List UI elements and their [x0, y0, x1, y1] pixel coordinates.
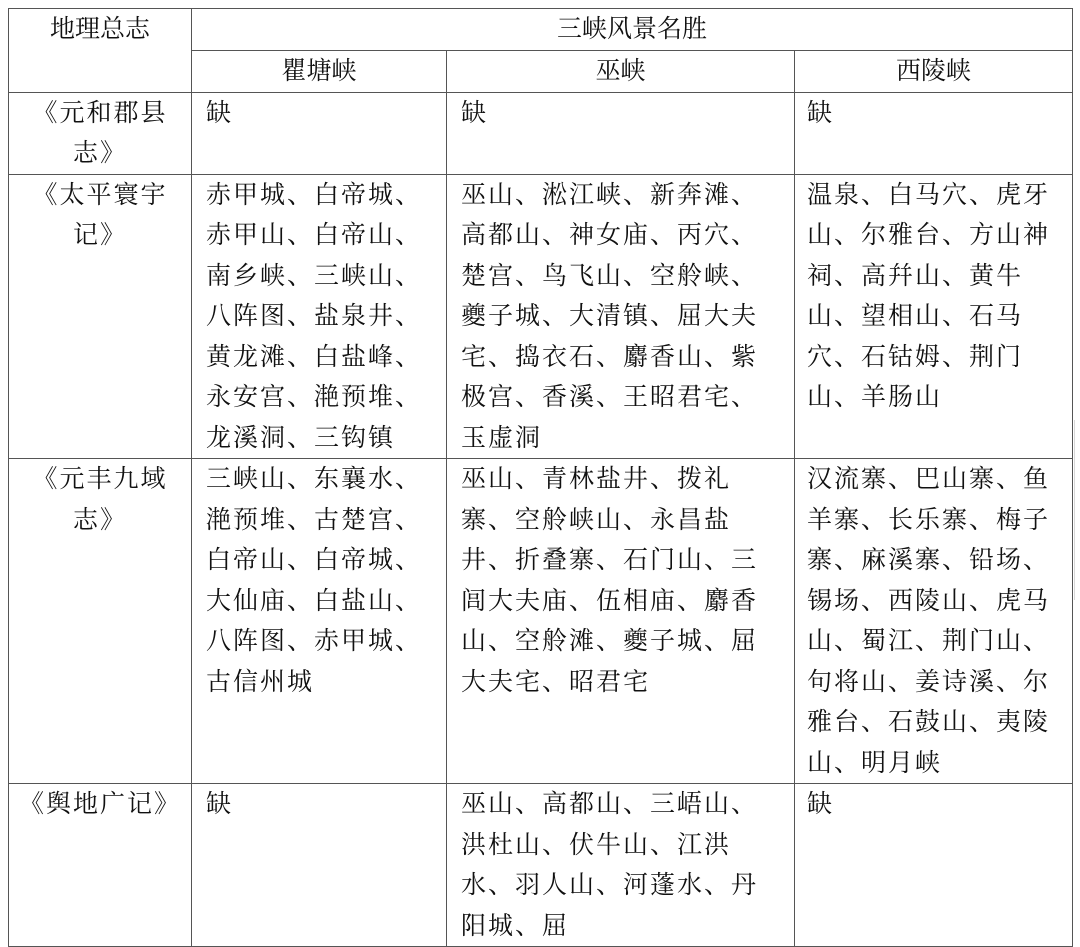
header-gorge-qutang: 瞿塘峡: [192, 50, 447, 92]
table-row: [9, 174, 1073, 459]
cell-xiling: 缺: [795, 784, 1073, 947]
table-row: [9, 459, 1073, 784]
gazetteer-table: [8, 8, 1073, 947]
header-gorge-xiling: 西陵峡: [795, 50, 1073, 92]
cell-xiling: 缺: [795, 92, 1073, 174]
header-geo-col: 地理总志: [9, 9, 192, 93]
cell-wuxia: 巫山、青林盐井、拨礼寨、空舲峡山、永昌盐井、折叠寨、石门山、三闾大夫庙、伍相庙、麝香山、空舲滩、夔子城、屈大夫宅、昭君宅: [447, 459, 795, 784]
cell-wuxia: 缺: [447, 92, 795, 174]
book-title: 《舆地广记》: [9, 784, 192, 947]
cell-wuxia: 巫山、淞江峡、新奔滩、高都山、神女庙、丙穴、楚宫、鸟飞山、空舲峡、夔子城、大清镇、屈大夫宅、捣衣石、麝香山、紫极宫、香溪、王昭君宅、玉虚洞: [447, 174, 795, 459]
header-scenic-group: 三峡风景名胜: [192, 9, 1073, 51]
page-edge-divider: [1074, 420, 1080, 600]
table-row: [9, 784, 1073, 947]
cell-qutang: 缺: [192, 784, 447, 947]
table-row: [9, 92, 1073, 174]
cell-qutang: 赤甲城、白帝城、赤甲山、白帝山、南乡峡、三峡山、八阵图、盐泉井、黄龙滩、白盐峰、永安宫、滟预堆、龙溪洞、三钩镇: [192, 174, 447, 459]
cell-xiling: 温泉、白马穴、虎牙山、尔雅台、方山神祠、高幷山、黄牛山、望相山、石马穴、石钴姆、荆门山、羊肠山: [795, 174, 1073, 459]
cell-qutang: 缺: [192, 92, 447, 174]
header-row-top: [9, 9, 1073, 51]
cell-xiling: 汉流寨、巴山寨、鱼羊寨、长乐寨、梅子寨、麻溪寨、铅场、锡场、西陵山、虎马山、蜀江、荆门山、句将山、姜诗溪、尔雅台、石鼓山、夷陵山、明月峡: [795, 459, 1073, 784]
book-title: 《元丰九域志》: [9, 459, 192, 784]
header-gorge-wuxia: 巫峡: [447, 50, 795, 92]
cell-wuxia: 巫山、高都山、三峿山、洪杜山、伏牛山、江洪水、羽人山、河蓬水、丹阳城、屈: [447, 784, 795, 947]
cell-qutang: 三峡山、东襄水、滟预堆、古楚宫、白帝山、白帝城、大仙庙、白盐山、八阵图、赤甲城、古信州城: [192, 459, 447, 784]
book-title: 《元和郡县志》: [9, 92, 192, 174]
book-title: 《太平寰宇记》: [9, 174, 192, 459]
